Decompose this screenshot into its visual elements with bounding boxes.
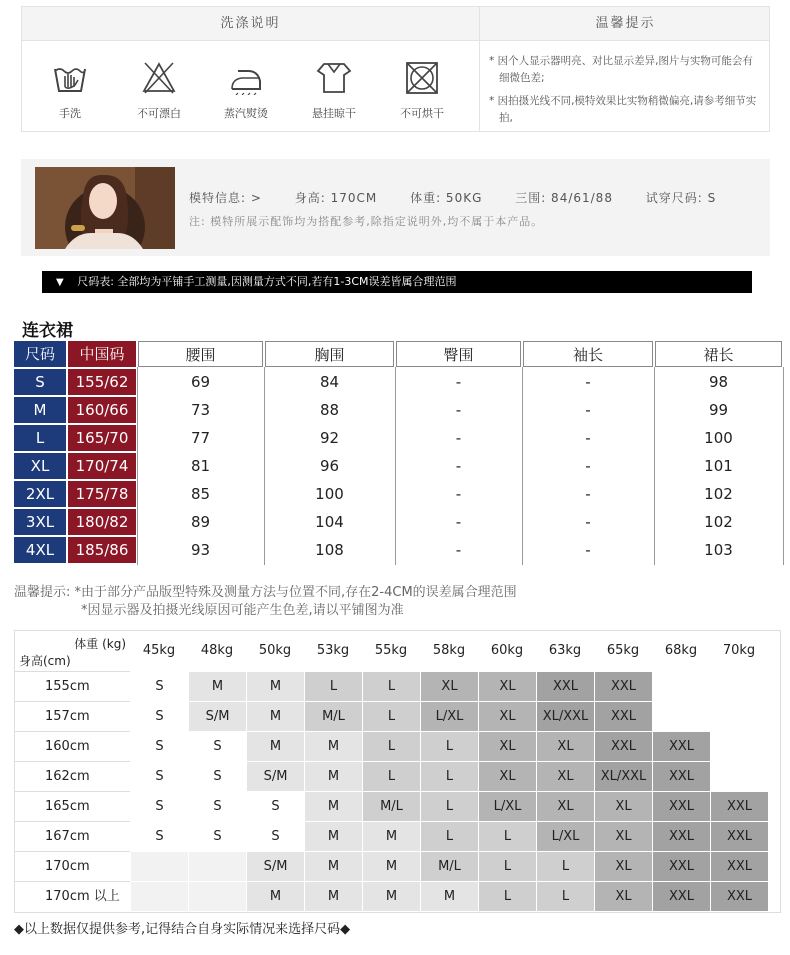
dress-size-cell: M	[14, 397, 66, 423]
dress-data-cell: 88	[265, 397, 394, 423]
size-recommend-cell: XXL	[710, 851, 768, 881]
dress-title: 连衣裙	[22, 321, 73, 341]
dress-data-cell: 103	[655, 537, 782, 563]
dress-data-cell: 99	[655, 397, 782, 423]
height-cell: 155cm	[15, 671, 130, 701]
dress-data-cell: -	[523, 453, 653, 479]
dress-data-cell: -	[396, 481, 521, 507]
dress-data-cell: -	[396, 537, 521, 563]
warm-tip-line: 温馨提示: *由于部分产品版型特殊及测量方法与位置不同,存在2-4CM的误差属合理范围	[14, 585, 517, 600]
dress-data-cell: 104	[265, 509, 394, 535]
model-note: 注: 模特所展示配饰均为搭配参考,除指定说明外,均不属于本产品。	[189, 215, 544, 228]
size-recommend-cell: XL	[594, 851, 652, 881]
size-recommend-cell: XL/XXL	[536, 701, 594, 731]
dress-data-cell: -	[523, 425, 653, 451]
size-recommend-cell: L	[304, 671, 362, 701]
size-recommend-cell: S	[130, 671, 188, 701]
care-label-no-tumble-dry: 不可烘干	[400, 107, 444, 120]
size-recommend-cell: M	[246, 701, 304, 731]
size-recommend-cell: L	[478, 851, 536, 881]
size-recommend-cell: S	[188, 821, 246, 851]
size-recommend-cell	[652, 701, 710, 731]
size-recommend-cell: L	[420, 761, 478, 791]
size-recommend-cell	[188, 851, 246, 881]
size-recommend-cell: L	[362, 671, 420, 701]
dress-data-cell: 89	[138, 509, 263, 535]
size-recommend-cell: S	[130, 791, 188, 821]
size-recommend-cell: XL	[594, 881, 652, 911]
care-label-hand-wash: 手洗	[59, 107, 81, 120]
care-item-steam-iron	[206, 61, 286, 121]
dress-data-cell: 100	[265, 481, 394, 507]
size-recommend-cell: S	[130, 731, 188, 761]
height-cell: 167cm	[15, 821, 130, 851]
steam-iron-icon	[228, 61, 264, 95]
dress-data-cell: -	[523, 481, 653, 507]
size-recommend-cell: M	[362, 821, 420, 851]
size-recommend-cell: M	[246, 881, 304, 911]
dress-data-cell: -	[396, 425, 521, 451]
dress-grid-line	[783, 367, 784, 565]
care-label-hang-dry: 悬挂晾干	[312, 107, 356, 120]
size-recommend-cell: S/M	[246, 761, 304, 791]
care-note: * 因拍摄光线不同,模特效果比实物稍微偏亮,请参考细节实拍,	[489, 95, 757, 124]
dress-data-cell: 180/82	[68, 509, 136, 535]
dress-data-cell: 160/66	[68, 397, 136, 423]
size-recommend-cell: L	[420, 731, 478, 761]
size-recommend-cell: XL	[478, 671, 536, 701]
dress-data-cell: 185/86	[68, 537, 136, 563]
height-cell: 157cm	[15, 701, 130, 731]
weight-header-cell: 70kg	[710, 631, 768, 671]
dress-data-cell: 73	[138, 397, 263, 423]
dress-header-cell: 臀围	[396, 341, 521, 367]
care-note: * 因个人显示器明亮、对比显示差异,图片与实物可能会有细微色差;	[489, 55, 753, 84]
care-notes	[489, 53, 761, 133]
size-recommend-cell: XL	[478, 701, 536, 731]
footer-note: ◆以上数据仅提供参考,记得结合自身实际情况来选择尺码◆	[14, 922, 351, 937]
size-recommend-cell: M	[362, 851, 420, 881]
model-panel	[21, 159, 770, 256]
dress-data-cell: -	[523, 369, 653, 395]
dress-size-cell: 2XL	[14, 481, 66, 507]
size-recommend-cell: M	[304, 851, 362, 881]
size-recommend-cell: M	[304, 731, 362, 761]
dress-header-cell: 裙长	[655, 341, 782, 367]
size-recommend-cell: L	[362, 731, 420, 761]
dress-data-cell: 170/74	[68, 453, 136, 479]
dress-data-cell: 77	[138, 425, 263, 451]
size-recommend-cell: M	[304, 821, 362, 851]
size-recommend-cell	[188, 881, 246, 911]
size-recommend-cell: S	[130, 701, 188, 731]
weight-header-cell: 55kg	[362, 631, 420, 671]
model-height: 身高: 170CM	[294, 191, 378, 205]
size-recommend-cell: M/L	[362, 791, 420, 821]
dress-data-cell: 102	[655, 509, 782, 535]
warm-tip-line: *因显示器及拍摄光线原因可能产生色差,请以平铺图为准	[81, 603, 404, 618]
size-chart-bar	[42, 271, 752, 293]
size-recommend-cell: L	[536, 881, 594, 911]
weight-header-cell: 53kg	[304, 631, 362, 671]
dress-size-cell: XL	[14, 453, 66, 479]
corner-header	[15, 631, 130, 671]
dress-data-cell: 92	[265, 425, 394, 451]
size-recommend-cell	[710, 701, 768, 731]
dress-data-cell: -	[523, 537, 653, 563]
size-recommend-cell: XXL	[652, 821, 710, 851]
care-item-no-bleach	[119, 61, 199, 121]
size-recommend-cell	[710, 761, 768, 791]
size-recommend-cell: XL	[536, 791, 594, 821]
dress-grid-line	[264, 367, 265, 565]
size-recommend-cell: XXL	[652, 761, 710, 791]
care-title: 洗涤说明	[220, 16, 281, 31]
hand-wash-icon	[52, 61, 88, 95]
dress-data-cell: 165/70	[68, 425, 136, 451]
height-cell: 162cm	[15, 761, 130, 791]
size-recommend-cell: L	[362, 701, 420, 731]
dress-header-cell: 中国码	[68, 341, 136, 367]
weight-header-cell: 50kg	[246, 631, 304, 671]
size-recommend-cell: XXL	[594, 671, 652, 701]
size-recommend-cell	[710, 671, 768, 701]
height-cell: 160cm	[15, 731, 130, 761]
model-measurements: 三围: 84/61/88	[515, 191, 613, 205]
dress-grid-line	[522, 367, 523, 565]
dress-size-table	[14, 341, 784, 567]
size-recommend-cell: XXL	[710, 881, 768, 911]
model-info	[189, 189, 744, 206]
dress-data-cell: 175/78	[68, 481, 136, 507]
care-item-hang-dry	[294, 61, 374, 121]
size-recommend-cell: S	[246, 821, 304, 851]
dress-data-cell: -	[396, 369, 521, 395]
model-try-size: 试穿尺码: S	[645, 191, 717, 205]
dress-data-cell: 84	[265, 369, 394, 395]
size-recommend-cell: S	[188, 791, 246, 821]
dress-data-cell: 101	[655, 453, 782, 479]
dress-data-cell: -	[396, 453, 521, 479]
dress-size-cell: S	[14, 369, 66, 395]
dress-data-cell: -	[396, 509, 521, 535]
weight-header-cell: 58kg	[420, 631, 478, 671]
size-recommend-cell	[652, 671, 710, 701]
size-recommend-cell: XL	[536, 761, 594, 791]
size-recommend-cell: L	[420, 791, 478, 821]
size-recommend-cell: M	[246, 671, 304, 701]
size-recommend-cell: L/XL	[536, 821, 594, 851]
size-recommend-cell	[130, 851, 188, 881]
size-recommend-cell: XXL	[652, 791, 710, 821]
dress-data-cell: 108	[265, 537, 394, 563]
size-chart-bar-text: 尺码表: 全部均为平铺手工测量,因测量方式不同,若有1-3CM误差皆属合理范围	[77, 275, 457, 288]
model-info-label: 模特信息: >	[189, 191, 262, 205]
care-item-hand-wash	[30, 61, 110, 121]
care-label-steam-iron: 蒸汽熨烫	[224, 107, 268, 120]
dress-data-cell: 85	[138, 481, 263, 507]
dress-header-cell: 尺码	[14, 341, 66, 367]
size-recommend-cell: M	[304, 791, 362, 821]
size-recommend-cell: XXL	[652, 851, 710, 881]
dress-data-cell: 81	[138, 453, 263, 479]
size-recommend-cell	[130, 881, 188, 911]
dress-data-cell: -	[396, 397, 521, 423]
size-recommend-cell	[710, 731, 768, 761]
size-recommend-cell: XXL	[536, 671, 594, 701]
size-recommend-cell: L	[478, 821, 536, 851]
dress-data-cell: 155/62	[68, 369, 136, 395]
size-recommend-cell: M/L	[304, 701, 362, 731]
size-recommend-cell: M	[188, 671, 246, 701]
size-recommend-cell: M	[420, 881, 478, 911]
size-recommend-cell: S/M	[188, 701, 246, 731]
size-recommend-cell: XL/XXL	[594, 761, 652, 791]
no-bleach-icon	[141, 61, 177, 95]
size-recommend-cell: M	[304, 881, 362, 911]
dress-header-cell: 袖长	[523, 341, 653, 367]
dress-header-cell: 胸围	[265, 341, 394, 367]
size-recommend-cell: M/L	[420, 851, 478, 881]
size-recommend-cell: XL	[478, 761, 536, 791]
hang-dry-icon	[316, 61, 352, 95]
size-recommend-cell: XXL	[652, 731, 710, 761]
size-recommend-cell: M	[362, 881, 420, 911]
warm-tips	[14, 584, 517, 620]
care-divider	[479, 41, 480, 131]
size-recommend-cell: XL	[478, 731, 536, 761]
size-recommend-cell: S	[130, 761, 188, 791]
size-recommend-cell: XXL	[710, 821, 768, 851]
weight-header-cell: 65kg	[594, 631, 652, 671]
height-cell: 170cm	[15, 851, 130, 881]
dress-size-cell: L	[14, 425, 66, 451]
size-recommend-cell: XXL	[710, 791, 768, 821]
height-axis-label: 身高(cm)	[19, 654, 71, 668]
care-item-no-tumble-dry	[382, 61, 462, 121]
size-recommend-cell: L/XL	[420, 701, 478, 731]
weight-header-cell: 48kg	[188, 631, 246, 671]
care-panel	[21, 6, 770, 132]
size-recommend-cell: XXL	[594, 731, 652, 761]
dress-data-cell: -	[523, 397, 653, 423]
height-cell: 170cm 以上	[15, 881, 130, 911]
dress-data-cell: -	[523, 509, 653, 535]
size-recommend-cell: XXL	[652, 881, 710, 911]
size-recommend-cell: L	[536, 851, 594, 881]
dress-header-cell: 腰围	[138, 341, 263, 367]
dress-data-cell: 102	[655, 481, 782, 507]
tips-title: 温馨提示	[479, 7, 771, 41]
triangle-down-icon: ▼	[56, 277, 64, 288]
weight-header-cell: 68kg	[652, 631, 710, 671]
weight-header-cell: 63kg	[536, 631, 594, 671]
size-recommend-table	[14, 630, 781, 913]
size-recommend-cell: L	[420, 821, 478, 851]
dress-data-cell: 98	[655, 369, 782, 395]
model-photo	[35, 167, 175, 249]
size-recommend-cell: M	[246, 731, 304, 761]
size-recommend-cell: M	[304, 761, 362, 791]
no-tumble-dry-icon	[404, 61, 440, 95]
care-label-no-bleach: 不可漂白	[137, 107, 181, 120]
dress-grid-line	[137, 367, 138, 565]
size-recommend-cell: L/XL	[478, 791, 536, 821]
size-recommend-cell: L	[362, 761, 420, 791]
size-recommend-cell: XL	[536, 731, 594, 761]
dress-size-cell: 3XL	[14, 509, 66, 535]
size-recommend-cell: S	[188, 761, 246, 791]
care-header	[22, 7, 769, 41]
weight-header-cell: 60kg	[478, 631, 536, 671]
dress-data-cell: 69	[138, 369, 263, 395]
weight-axis-label: 体重 (kg)	[74, 637, 126, 651]
size-recommend-cell: XL	[420, 671, 478, 701]
weight-header-cell: 45kg	[130, 631, 188, 671]
dress-data-cell: 93	[138, 537, 263, 563]
size-recommend-cell: XL	[594, 791, 652, 821]
dress-data-cell: 96	[265, 453, 394, 479]
size-recommend-cell: XXL	[594, 701, 652, 731]
size-recommend-cell: S	[188, 731, 246, 761]
height-cell: 165cm	[15, 791, 130, 821]
size-recommend-cell: L	[478, 881, 536, 911]
model-weight: 体重: 50KG	[410, 191, 483, 205]
size-recommend-cell: S	[130, 821, 188, 851]
dress-grid-line	[654, 367, 655, 565]
dress-data-cell: 100	[655, 425, 782, 451]
size-recommend-cell: S	[246, 791, 304, 821]
size-recommend-cell: S/M	[246, 851, 304, 881]
dress-grid-line	[395, 367, 396, 565]
dress-size-cell: 4XL	[14, 537, 66, 563]
size-recommend-cell: XL	[594, 821, 652, 851]
